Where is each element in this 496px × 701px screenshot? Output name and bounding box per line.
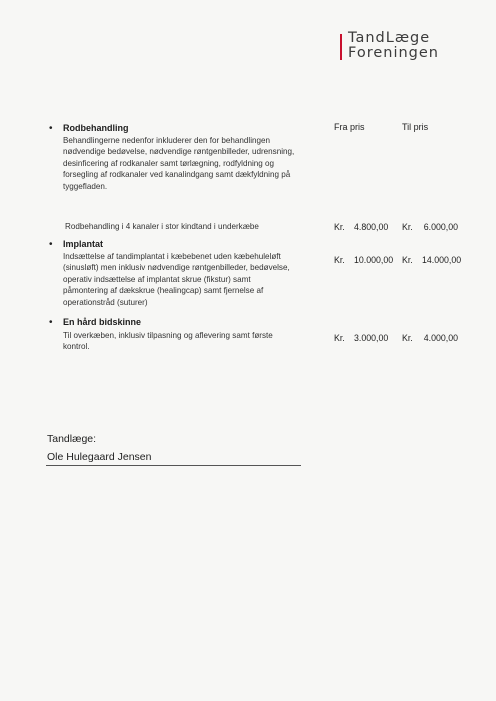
price-amount: 14.000,00	[422, 255, 462, 265]
currency-label: Kr.	[334, 222, 345, 232]
currency-label: Kr.	[402, 333, 413, 343]
description-line: påmontering af dækskrue (healingcap) samt fjernelse af	[63, 286, 264, 296]
price-from-bidskinne	[334, 333, 388, 343]
column-header-from-price: Fra pris	[334, 122, 365, 132]
description-line: operativ indsættelse af implantat skrue (fikstur) samt	[63, 274, 251, 284]
description-line: kontrol.	[63, 342, 90, 352]
section-description-bidskinne	[63, 330, 273, 353]
description-line: nødvendige bedøvelse, nødvendige røntgenbilleder, udrensning,	[63, 147, 295, 157]
logo-line-1: TandLæge	[348, 30, 431, 46]
price-from-rodbehandling	[334, 222, 388, 232]
price-amount: 10.000,00	[354, 255, 394, 265]
signature-label: Tandlæge:	[47, 433, 97, 445]
price-from-implantat	[334, 255, 394, 265]
currency-label: Kr.	[402, 222, 413, 232]
bullet-rodbehandling: •	[49, 123, 53, 134]
section-title-bidskinne: En hård bidskinne	[63, 317, 142, 327]
description-line: Indsættelse af tandimplantat i kæbebenet uden kæbehuleløft	[63, 252, 281, 261]
organization-logo	[340, 31, 450, 71]
price-to-rodbehandling	[402, 222, 458, 232]
currency-label: Kr.	[334, 333, 345, 343]
item-rodbehandling-4-kanaler: Rodbehandling i 4 kanaler i stor kindtand i underkæbe	[65, 222, 259, 231]
section-title-rodbehandling: Rodbehandling	[63, 123, 129, 133]
description-line: Behandlingerne nedenfor inkluderer den for behandlingen	[63, 136, 270, 145]
price-amount: 4.000,00	[423, 333, 458, 343]
column-header-to-price: Til pris	[402, 122, 429, 132]
bullet-implantat: •	[49, 239, 53, 250]
section-title-implantat: Implantat	[63, 239, 104, 249]
currency-label: Kr.	[334, 255, 345, 265]
logo-wordmark	[348, 31, 439, 61]
description-line: forsegling af rodkanaler ved kanalindgang samt dækfyldning på	[63, 170, 291, 180]
price-to-implantat	[402, 255, 460, 265]
dentist-name: Ole Hulegaard Jensen	[47, 451, 152, 463]
price-to-bidskinne	[402, 333, 458, 343]
description-line: Til overkæben, inklusiv tilpasning og aflevering samt første	[63, 331, 273, 340]
description-line: desinficering af rodkanaler samt tørlægning, rodfyldning og	[63, 158, 274, 168]
price-amount: 3.000,00	[354, 333, 389, 343]
section-description-implantat	[63, 251, 290, 308]
price-amount: 4.800,00	[354, 222, 389, 232]
description-line: tyggefladen.	[63, 181, 108, 191]
logo-accent-bar	[340, 34, 342, 60]
logo-line-2: Foreningen	[348, 45, 439, 61]
price-amount: 6.000,00	[423, 222, 458, 232]
description-line: operationstråd (suturer)	[63, 297, 148, 307]
signature-line	[46, 465, 301, 466]
bullet-bidskinne: •	[49, 317, 53, 328]
section-description-rodbehandling	[63, 135, 294, 192]
currency-label: Kr.	[402, 255, 413, 265]
description-line: (sinusløft) men inklusiv nødvendige røntgenbilleder, bedøvelse,	[63, 263, 290, 273]
